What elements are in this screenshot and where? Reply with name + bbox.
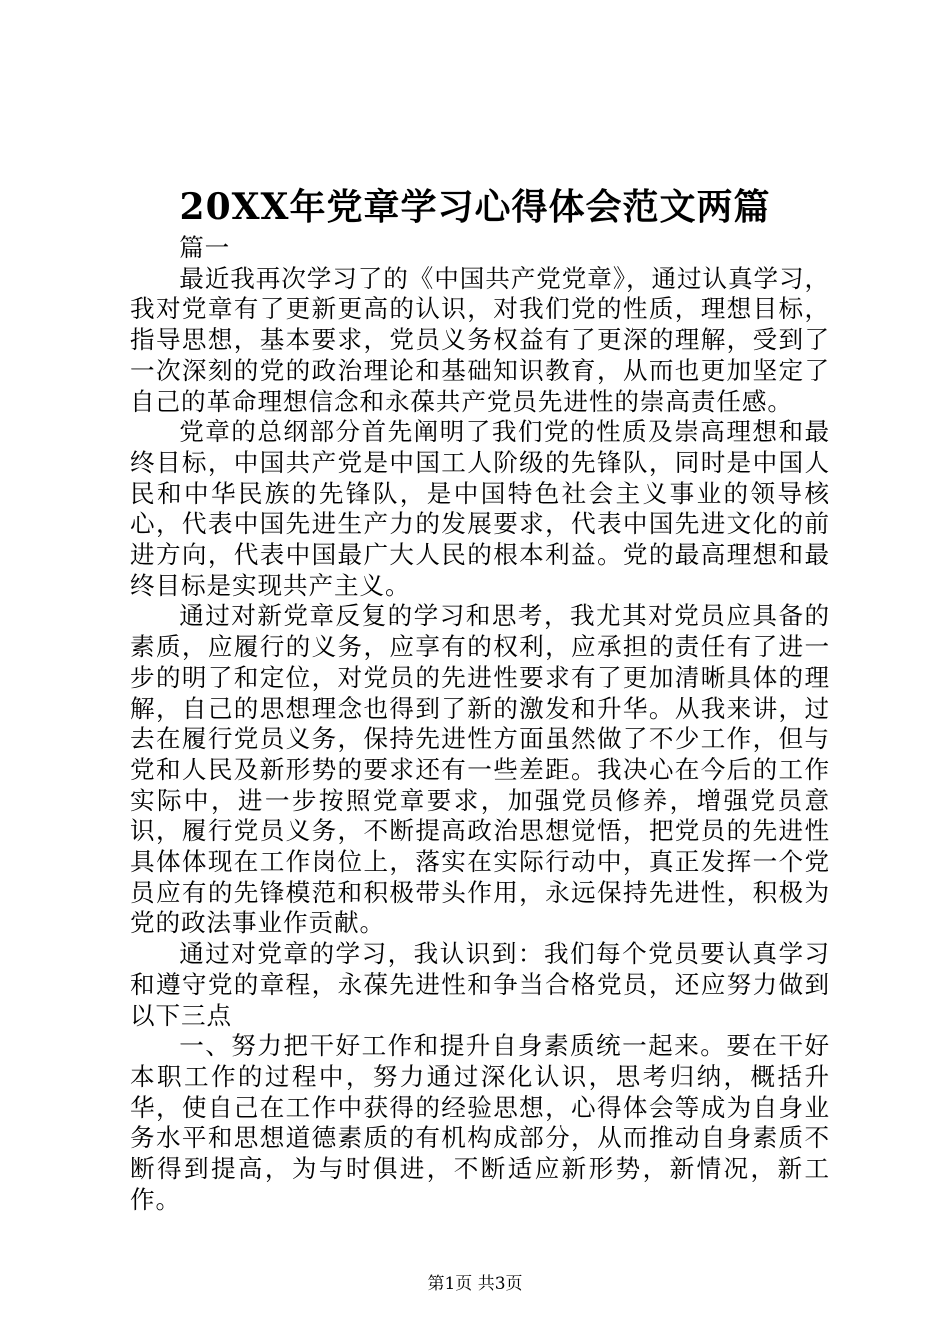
- body-paragraph: 一、努力把干好工作和提升自身素质统一起来。要在干好本职工作的过程中，努力通过深化认识，思考归纳，概括升华，使自己在工作中获得的经验思想，心得体会等成为自身业务水平和思想道德素质的有机构成部分，从而推动自身素质不断得到提高，为与时俱进，不断适应新形势，新情况，新工作。: [130, 1031, 830, 1214]
- body-paragraph: 通过对党章的学习，我认识到：我们每个党员要认真学习和遵守党的章程，永葆先进性和争当合格党员，还应努力做到以下三点: [130, 939, 830, 1030]
- page-footer: 第1页 共3页: [427, 1274, 523, 1294]
- body-paragraph: 最近我再次学习了的《中国共产党党章》，通过认真学习，我对党章有了更新更高的认识，对我们党的性质，理想目标，指导思想，基本要求，党员义务权益有了更深的理解，受到了一次深刻的党的政治理论和基础知识教育，从而也更加坚定了自己的革命理想信念和永葆共产党员先进性的崇高责任感。: [130, 263, 830, 416]
- body-paragraph: 通过对新党章反复的学习和思考，我尤其对党员应具备的素质，应履行的义务，应享有的权利，应承担的责任有了进一步的明了和定位，对党员的先进性要求有了更加清晰具体的理解，自己的思想理念也得到了新的激发和升华。从我来讲，过去在履行党员义务，保持先进性方面虽然做了不少工作，但与党和人民及新形势的要求还有一些差距。我决心在今后的工作实际中，进一步按照党章要求，加强党员修养，增强党员意识，履行党员义务，不断提高政治思想觉悟，把党员的先进性具体体现在工作岗位上，落实在实际行动中，真正发挥一个党员应有的先锋模范和积极带头作用，永远保持先进性，积极为党的政法事业作贡献。: [130, 601, 830, 938]
- document-title: 20XX年党章学习心得体会范文两篇: [179, 186, 771, 228]
- body-paragraph: 党章的总纲部分首先阐明了我们党的性质及崇高理想和最终目标，中国共产党是中国工人阶级的先锋队，同时是中国人民和中华民族的先锋队，是中国特色社会主义事业的领导核心，代表中国先进生产力的发展要求，代表中国先进文化的前进方向，代表中国最广大人民的根本利益。党的最高理想和最终目标是实现共产主义。: [130, 417, 830, 600]
- section-heading: 篇一: [179, 233, 231, 262]
- document-body: [130, 233, 830, 1216]
